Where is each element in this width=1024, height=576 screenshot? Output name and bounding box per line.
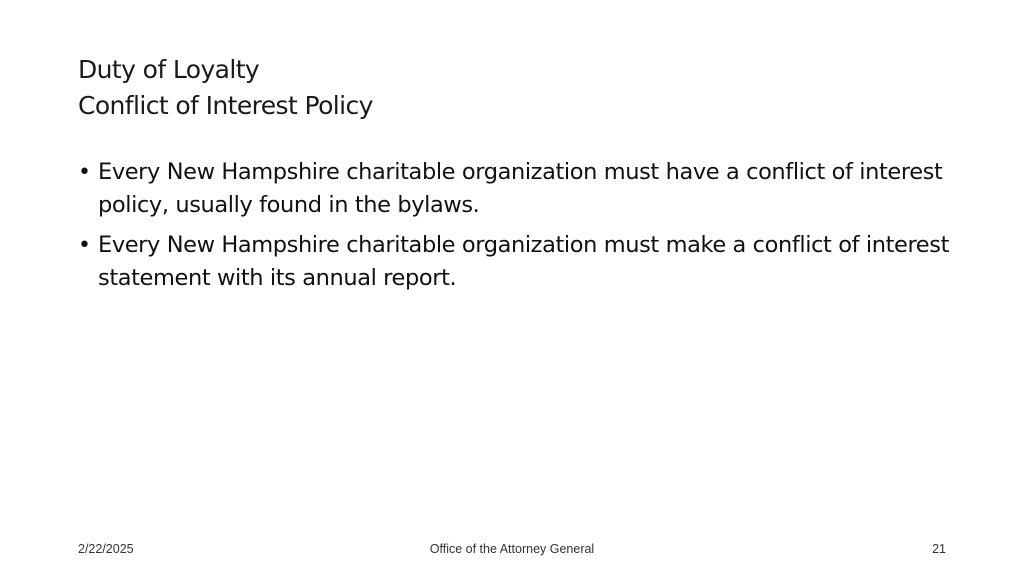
bullet-list — [78, 156, 958, 302]
footer-page-number: 21 — [932, 542, 946, 556]
bullet-text: Every New Hampshire charitable organization must have a conflict of interest policy, usually found in the bylaws. — [98, 159, 943, 218]
bullet-text: Every New Hampshire charitable organization must make a conflict of interest statement with its annual report. — [98, 232, 949, 291]
bullet-item — [78, 156, 958, 222]
bullet-item — [78, 229, 958, 295]
footer-organization: Office of the Attorney General — [429, 542, 595, 556]
footer-date: 2/22/2025 — [78, 542, 134, 556]
bullet-dot-icon: • — [78, 233, 91, 258]
title-line-1: Duty of Loyalty — [78, 55, 260, 84]
bullet-dot-icon: • — [78, 160, 91, 185]
slide-title — [78, 52, 938, 124]
title-line-2: Conflict of Interest Policy — [78, 91, 373, 120]
